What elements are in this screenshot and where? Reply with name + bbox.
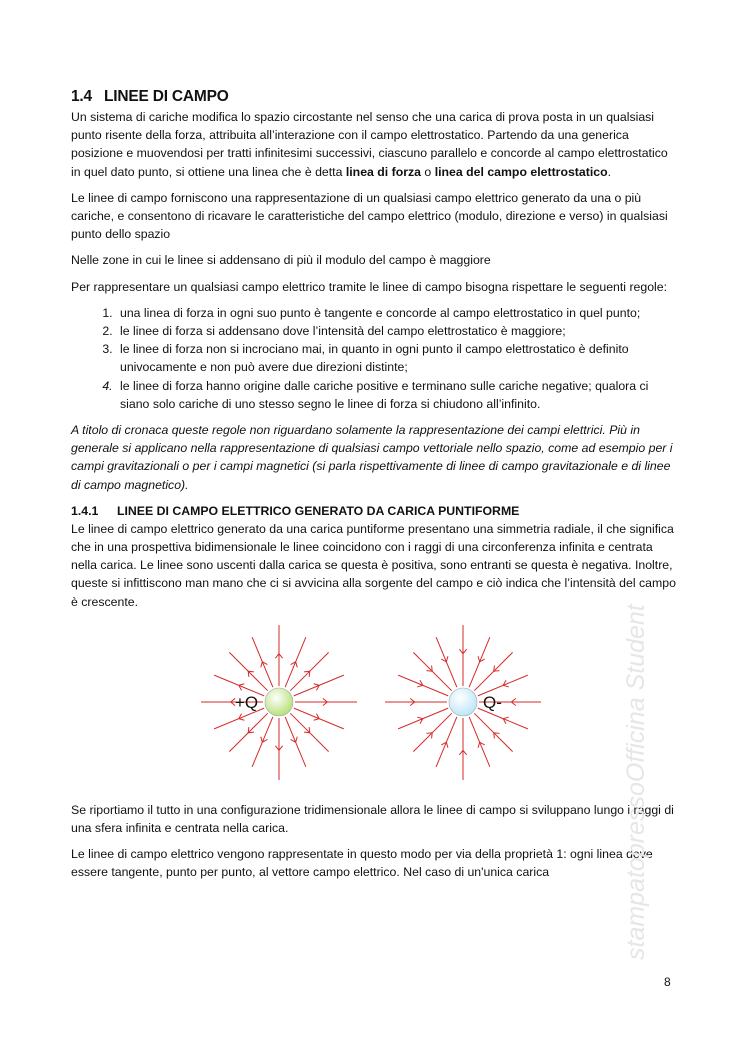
negative-charge xyxy=(449,688,477,716)
paragraph-representation: Le linee di campo forniscono una rappresentazione di un qualsiasi campo elettrico generato da una o più cariche, e consentono di ricavare le caratteristiche del campo elettrico (modulo, direzione e verso) in qualsiasi punto dello spazio xyxy=(71,190,668,242)
section-title: LINEE DI CAMPO xyxy=(103,88,229,105)
paragraph-rules-intro: Per rappresentare un qualsiasi campo elettrico tramite le linee di campo bisogna rispettare le seguenti regole: xyxy=(71,279,668,294)
field-lines-diagram xyxy=(71,625,676,785)
intro-end: . xyxy=(607,164,612,179)
watermark-text: stampatopressoOfficina Student xyxy=(622,604,650,960)
rules-list xyxy=(71,304,676,413)
paragraph-point-charge: Le linee di campo elettrico generato da una carica puntiforme presentano una simmetria radiale, il che significa che in una prospettiva bidimensionale le linee coincidono con i raggi di una circonferenza infinita e centrata nella carica. Le linee sono uscenti dalla carica se questa è positiva, sono entranti se questa è negativa. Inoltre, queste si infittiscono man mano che ci si avvicina alla sorgente del campo e ciò indica che l’intensità del campo è crescente. xyxy=(71,521,676,609)
page-number: 8 xyxy=(664,975,671,989)
subsection-number: 1.4.1 xyxy=(71,503,99,518)
list-item: 3. le linee di forza non si incrociano mai, in quanto in ogni punto il campo elettrostatico è definito univocamente e non può avere due direzioni distinte; xyxy=(116,340,676,376)
paragraph-density: Nelle zone in cui le linee si addensano di più il modulo del campo è maggiore xyxy=(71,253,491,268)
page-content xyxy=(71,88,676,882)
watermark xyxy=(604,535,654,965)
intro-text: Un sistema di cariche modifica lo spazio circostante nel senso che una carica di prova posta in un qualsiasi punto risente della forza, attribuita all’interazione con il campo elettrostatico. Partendo da una generica posizione e muovendosi per tratti infinitesimi successivi, ciascuno parallelo e concorde al campo elettrostatico in quel dato punto, si ottiene una linea che è detta xyxy=(71,110,668,179)
subsection-heading xyxy=(71,502,676,520)
paragraph-property: Le linee di campo elettrico vengono rappresentate in questo modo per via della proprietà 1: ogni linea deve essere tangente, punto per punto, al vettore campo elettrico. Nel caso di un'unica carica xyxy=(71,847,653,880)
list-item: 4. le linee di forza hanno origine dalle cariche positive e terminano sulle cariche negative; qualora ci siano solo cariche di uno stesso segno le linee di forza si chiudono all’infinito. xyxy=(116,377,676,413)
subsection-title: LINEE DI CAMPO ELETTRICO GENERATO DA CARICA PUNTIFORME xyxy=(117,503,520,518)
term-linea-del-campo: linea del campo elettrostatico xyxy=(434,164,608,179)
section-heading xyxy=(71,88,676,106)
positive-charge-label: +Q xyxy=(235,692,259,712)
field-lines-figure xyxy=(71,625,676,785)
list-item: 2. le linee di forza si addensano dove l’intensità del campo elettrostatico è maggiore; xyxy=(116,322,676,340)
intro-connector: o xyxy=(421,164,435,179)
negative-charge-label: Q- xyxy=(483,692,502,712)
list-item: 1. una linea di forza in ogni suo punto è tangente e concorde al campo elettrostatico in quel punto; xyxy=(116,304,676,322)
section-number: 1.4 xyxy=(71,88,92,105)
positive-charge xyxy=(265,688,293,716)
term-linea-di-forza: linea di forza xyxy=(345,164,422,179)
intro-paragraph xyxy=(71,108,676,181)
paragraph-3d: Se riportiamo il tutto in una configurazione tridimensionale allora le linee di campo si sviluppano lungo i raggi di una sfera infinita e centrata nella carica. xyxy=(71,802,674,836)
note-paragraph: A titolo di cronaca queste regole non riguardano solamente la rappresentazione dei campi elettrici. Più in generale si applicano nella rappresentazione di qualsiasi campo vettoriale nello spazio, come ad esempio per i campi gravitazionali o per i campi magnetici (si parla rispettivamente di linee di campo gravitazionale e di linee di campo magnetico). xyxy=(71,423,673,492)
